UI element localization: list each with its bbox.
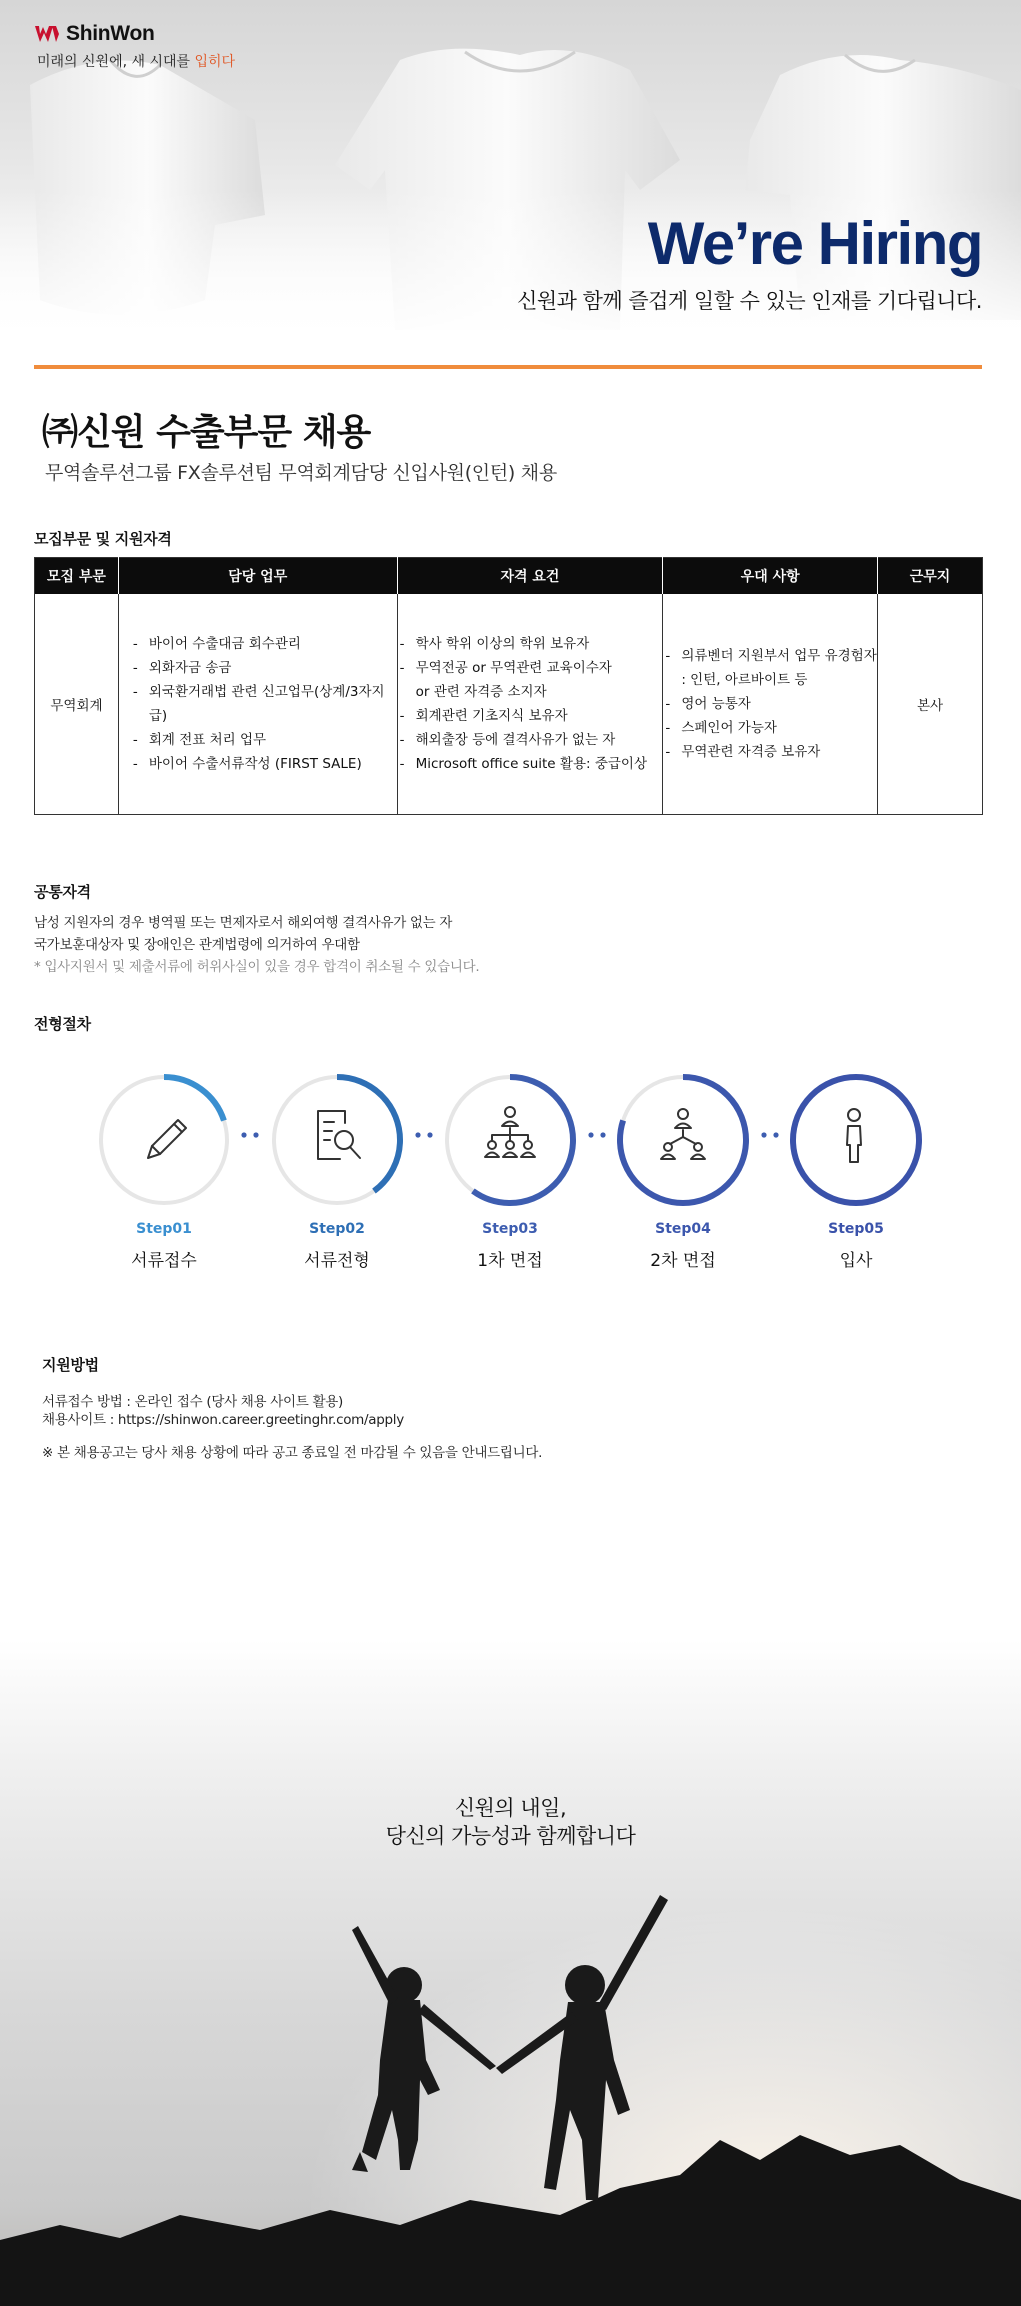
requirements-section-title: 모집부문 및 지원자격 [34,530,172,548]
list-item: - 무역전공 or 무역관련 교육이수자 [400,656,663,680]
person-icon [847,1109,861,1162]
logo-text: ShinWon [66,22,155,45]
list-item: - 해외출장 등에 결격사유가 없는 자 [400,728,663,752]
hiring-title: We’re Hiring [647,210,982,277]
common-note: * 입사지원서 및 제출서류에 허위사실이 있을 경우 합격이 취소될 수 있습니다. [34,959,480,975]
header-duties: 담당 업무 [118,558,397,594]
silhouette-image [0,1640,1021,2306]
list-item: - 바이어 수출서류작성 (FIRST SALE) [133,752,397,776]
step-3-progress-ring [447,1077,573,1203]
list-item: - 의류벤더 지원부서 업무 유경험자 [665,644,877,668]
cell-duties [118,594,397,815]
list-item: - 회계 전표 처리 업무 [133,728,397,752]
slogan [37,51,235,71]
logo-mark-icon [34,24,60,44]
apply-section-title: 지원방법 [42,1356,99,1374]
step-1-label: Step01 [136,1221,192,1237]
step-4-progress-ring [620,1077,746,1203]
list-item: - 외화자금 송금 [133,656,397,680]
header-qualifications: 자격 요건 [397,558,663,594]
step-2-name: 서류전형 [304,1251,370,1271]
list-item: - 스페인어 가능자 [665,716,877,740]
step-5-ring-track [793,1077,919,1203]
step-4-name: 2차 면접 [650,1251,716,1271]
header-preferred: 우대 사항 [663,558,878,594]
slogan-accent: 입히다 [194,54,236,70]
header-location: 근무지 [878,558,983,594]
list-item: - 학사 학위 이상의 학위 보유자 [400,632,663,656]
step-3-ring-track [447,1077,573,1203]
step-3-name: 1차 면접 [477,1251,543,1271]
process-section-title: 전형절차 [34,1015,91,1033]
org-chart-icon [485,1107,535,1157]
list-item: - 외국환거래법 관련 신고업무(상계/3자지급) [133,680,397,728]
requirements-table [34,557,983,815]
step-3-label: Step03 [482,1221,538,1237]
step-1-name: 서류접수 [131,1251,197,1271]
cell-qualifications [397,594,663,815]
list-item: - 회계관련 기초지식 보유자 [400,704,663,728]
apply-method: 서류접수 방법 : 온라인 접수 (당사 채용 사이트 활용) [42,1394,343,1410]
list-item: - 무역관련 자격증 보유자 [665,740,877,764]
closing-banner [0,1640,1021,2306]
step-5-name: 입사 [839,1251,873,1271]
shinwon-logo [34,22,155,46]
apply-site: 채용사이트 : https://shinwon.career.greetinghr.com/apply [42,1412,404,1428]
slogan-text: 미래의 신원에, 새 시대를 [37,54,195,70]
qualifications-list [398,632,663,776]
step-4-label: Step04 [655,1221,711,1237]
closing-line-2: 당신의 가능성과 함께합니다 [385,1824,636,1848]
team-icon [661,1109,705,1159]
common-section-title: 공통자격 [34,883,91,901]
preferred-list [663,644,877,764]
list-item: : 인턴, 아르바이트 등 [681,671,808,688]
table-header-row [35,558,983,594]
pencil-icon [148,1120,186,1158]
common-line-2: 국가보훈대상자 및 장애인은 관계법령에 의거하여 우대함 [34,937,360,953]
list-item: - 바이어 수출대금 회수관리 [133,632,397,656]
step-connectors [241,1132,778,1137]
step-4-ring-track [620,1077,746,1203]
hero-banner [0,0,1021,345]
list-item: - 영어 능통자 [665,692,877,716]
step-5-label: Step05 [828,1221,884,1237]
duties-list [119,632,397,776]
step-2-label: Step02 [309,1221,365,1237]
cell-department: 무역회계 [35,594,119,815]
step-5-progress-ring [793,1077,919,1203]
common-line-1: 남성 지원자의 경우 병역필 또는 면제자로서 해외여행 결격사유가 없는 자 [34,915,453,931]
step-2-progress-ring [274,1077,400,1203]
list-item: - Microsoft office suite 활용: 중급이상 [400,752,663,776]
document-search-icon [318,1111,360,1159]
cell-preferred [663,594,878,815]
apply-note: ※ 본 채용공고는 당사 채용 상황에 따라 공고 종료일 전 마감될 수 있음을 안내드립니다. [42,1445,543,1461]
orange-divider [34,365,982,369]
job-subtitle: 무역솔루션그룹 FX솔루션팀 무역회계담당 신입사원(인턴) 채용 [45,462,557,484]
step-1-progress-ring [101,1077,227,1203]
hiring-subtitle: 신원과 함께 즐겁게 일할 수 있는 인재를 기다립니다. [517,289,982,313]
cell-location: 본사 [917,697,944,714]
list-item: or 관련 자격증 소지자 [415,683,547,700]
job-title: ㈜신원 수출부문 채용 [42,412,371,453]
closing-line-1: 신원의 내일, [454,1796,567,1820]
table-row [35,594,983,815]
step-2-ring-track [274,1077,400,1203]
step-1-ring-track [101,1077,227,1203]
header-department: 모집 부문 [35,558,119,594]
